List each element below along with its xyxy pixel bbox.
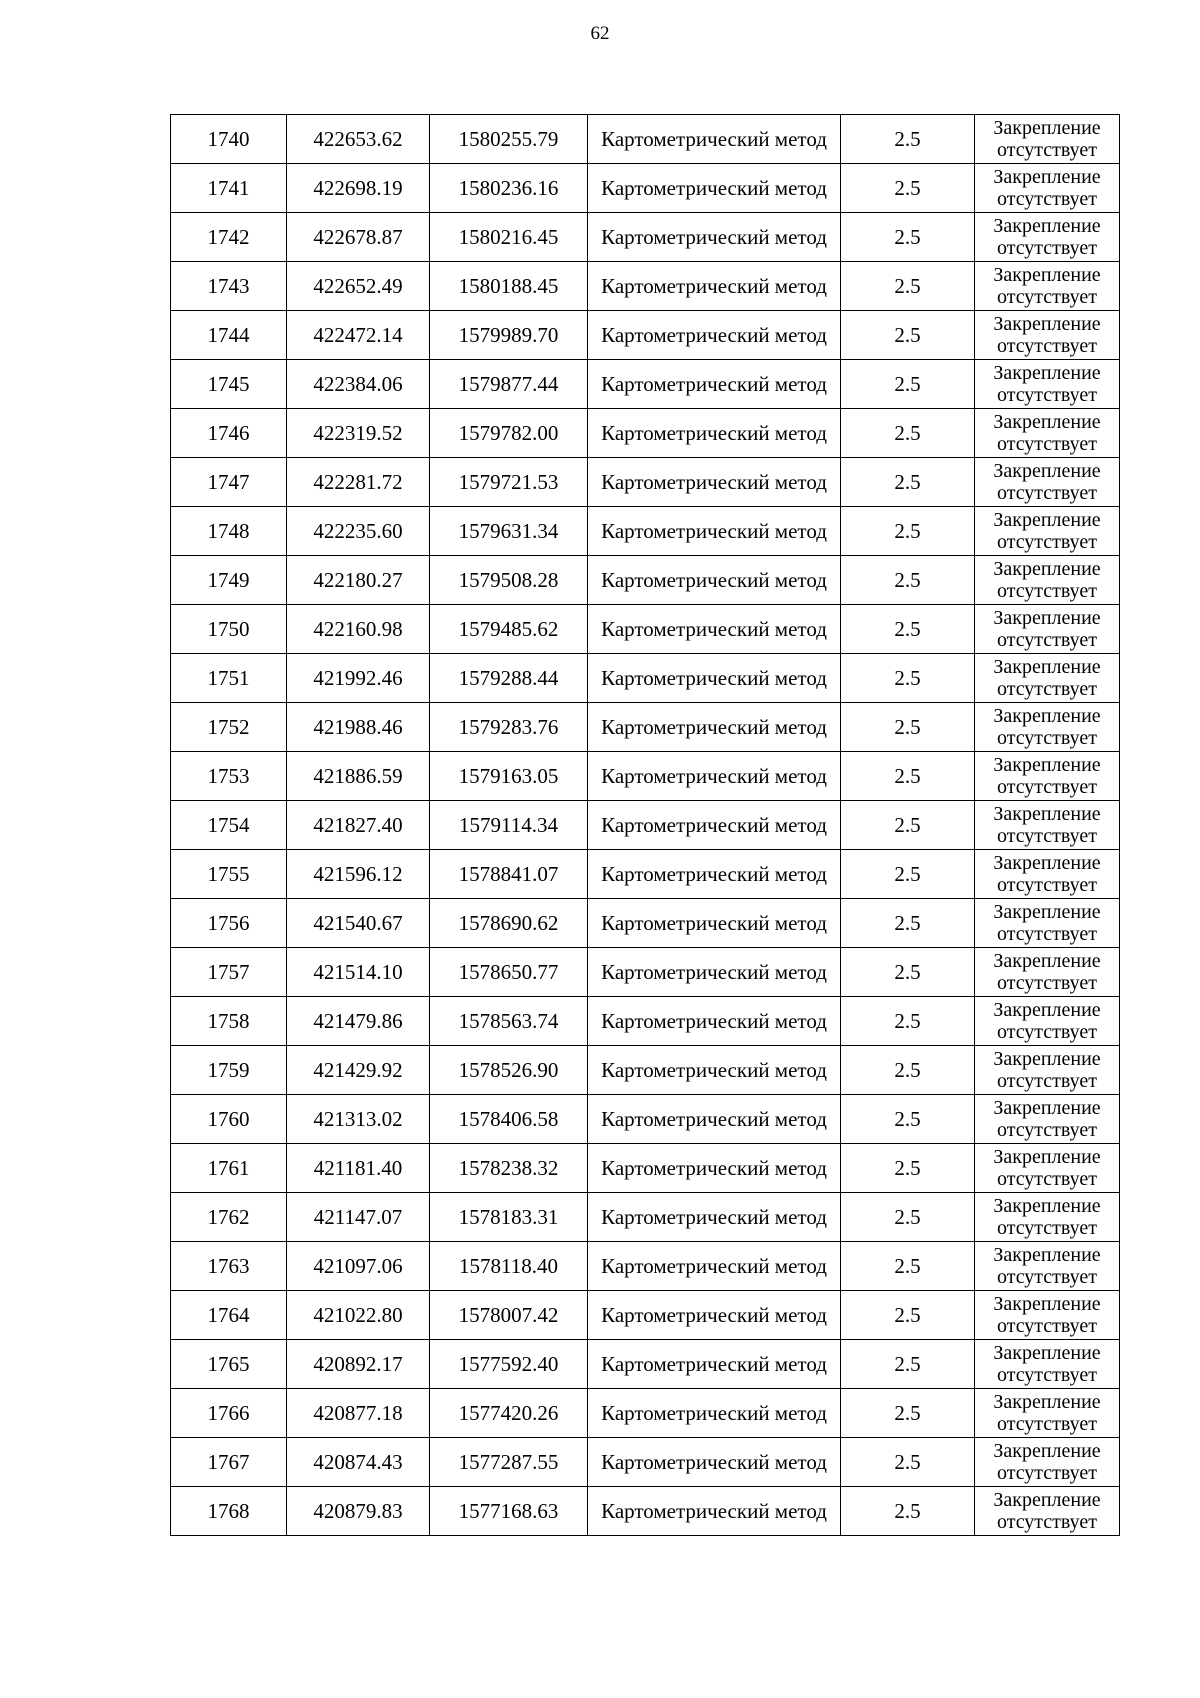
- table-row: [171, 409, 1120, 458]
- status-line-1: Закрепление: [993, 1097, 1101, 1119]
- y-coordinate-cell: 1577592.40: [430, 1340, 588, 1389]
- status-line-2: отсутствует: [996, 335, 1098, 357]
- x-coordinate-cell: 420879.83: [287, 1487, 430, 1536]
- status-line-1: Закрепление: [993, 1195, 1101, 1217]
- point-number-cell: 1755: [171, 850, 287, 899]
- fixation-status-cell: [975, 1438, 1120, 1487]
- status-line-2: отсутствует: [996, 1364, 1098, 1386]
- method-cell: Картометрический метод: [588, 899, 841, 948]
- method-cell: Картометрический метод: [588, 801, 841, 850]
- accuracy-cell: 2.5: [841, 213, 975, 262]
- fixation-status-cell: [975, 752, 1120, 801]
- status-line-1: Закрепление: [993, 705, 1101, 727]
- method-cell: Картометрический метод: [588, 1340, 841, 1389]
- accuracy-cell: 2.5: [841, 899, 975, 948]
- y-coordinate-cell: 1579631.34: [430, 507, 588, 556]
- y-coordinate-cell: 1579877.44: [430, 360, 588, 409]
- status-line-2: отсутствует: [996, 188, 1098, 210]
- y-coordinate-cell: 1577168.63: [430, 1487, 588, 1536]
- table-row: [171, 1487, 1120, 1536]
- status-line-1: Закрепление: [993, 1391, 1101, 1413]
- y-coordinate-cell: 1579721.53: [430, 458, 588, 507]
- fixation-status-cell: [975, 948, 1120, 997]
- table-row: [171, 850, 1120, 899]
- point-number-cell: 1742: [171, 213, 287, 262]
- x-coordinate-cell: 421540.67: [287, 899, 430, 948]
- x-coordinate-cell: 422678.87: [287, 213, 430, 262]
- table-row: [171, 164, 1120, 213]
- y-coordinate-cell: 1579989.70: [430, 311, 588, 360]
- method-cell: Картометрический метод: [588, 458, 841, 507]
- method-cell: Картометрический метод: [588, 507, 841, 556]
- accuracy-cell: 2.5: [841, 997, 975, 1046]
- point-number-cell: 1765: [171, 1340, 287, 1389]
- table-row: [171, 311, 1120, 360]
- status-line-2: отсутствует: [996, 531, 1098, 553]
- x-coordinate-cell: 422384.06: [287, 360, 430, 409]
- y-coordinate-cell: 1579485.62: [430, 605, 588, 654]
- point-number-cell: 1745: [171, 360, 287, 409]
- status-line-1: Закрепление: [993, 460, 1101, 482]
- x-coordinate-cell: 420874.43: [287, 1438, 430, 1487]
- table-body: [171, 115, 1120, 1536]
- accuracy-cell: 2.5: [841, 1095, 975, 1144]
- status-line-2: отсутствует: [996, 1413, 1098, 1435]
- point-number-cell: 1767: [171, 1438, 287, 1487]
- y-coordinate-cell: 1578183.31: [430, 1193, 588, 1242]
- accuracy-cell: 2.5: [841, 556, 975, 605]
- fixation-status-cell: [975, 850, 1120, 899]
- status-line-2: отсутствует: [996, 1315, 1098, 1337]
- fixation-status-cell: [975, 213, 1120, 262]
- status-line-2: отсутствует: [996, 923, 1098, 945]
- status-line-1: Закрепление: [993, 999, 1101, 1021]
- method-cell: Картометрический метод: [588, 164, 841, 213]
- table-row: [171, 1291, 1120, 1340]
- x-coordinate-cell: 422281.72: [287, 458, 430, 507]
- status-line-2: отсутствует: [996, 776, 1098, 798]
- table-row: [171, 115, 1120, 164]
- y-coordinate-cell: 1579114.34: [430, 801, 588, 850]
- status-line-1: Закрепление: [993, 411, 1101, 433]
- table-row: [171, 1242, 1120, 1291]
- status-line-2: отсутствует: [996, 678, 1098, 700]
- method-cell: Картометрический метод: [588, 115, 841, 164]
- status-line-1: Закрепление: [993, 362, 1101, 384]
- x-coordinate-cell: 422653.62: [287, 115, 430, 164]
- status-line-2: отсутствует: [996, 1070, 1098, 1092]
- point-number-cell: 1753: [171, 752, 287, 801]
- page-number: 62: [590, 23, 610, 44]
- point-number-cell: 1747: [171, 458, 287, 507]
- status-line-1: Закрепление: [993, 852, 1101, 874]
- y-coordinate-cell: 1579782.00: [430, 409, 588, 458]
- point-number-cell: 1756: [171, 899, 287, 948]
- status-line-2: отсутствует: [996, 1266, 1098, 1288]
- fixation-status-cell: [975, 1487, 1120, 1536]
- method-cell: Картометрический метод: [588, 654, 841, 703]
- fixation-status-cell: [975, 1389, 1120, 1438]
- point-number-cell: 1761: [171, 1144, 287, 1193]
- table-row: [171, 654, 1120, 703]
- status-line-2: отсутствует: [996, 1021, 1098, 1043]
- status-line-1: Закрепление: [993, 1440, 1101, 1462]
- status-line-2: отсутствует: [996, 1168, 1098, 1190]
- y-coordinate-cell: 1578841.07: [430, 850, 588, 899]
- fixation-status-cell: [975, 1242, 1120, 1291]
- status-line-1: Закрепление: [993, 215, 1101, 237]
- accuracy-cell: 2.5: [841, 1242, 975, 1291]
- coordinates-table: [170, 114, 1120, 1536]
- x-coordinate-cell: 421313.02: [287, 1095, 430, 1144]
- point-number-cell: 1743: [171, 262, 287, 311]
- accuracy-cell: 2.5: [841, 948, 975, 997]
- status-line-1: Закрепление: [993, 1293, 1101, 1315]
- point-number-cell: 1763: [171, 1242, 287, 1291]
- accuracy-cell: 2.5: [841, 850, 975, 899]
- method-cell: Картометрический метод: [588, 605, 841, 654]
- table-row: [171, 752, 1120, 801]
- accuracy-cell: 2.5: [841, 1487, 975, 1536]
- fixation-status-cell: [975, 164, 1120, 213]
- x-coordinate-cell: 422652.49: [287, 262, 430, 311]
- point-number-cell: 1759: [171, 1046, 287, 1095]
- x-coordinate-cell: 420892.17: [287, 1340, 430, 1389]
- fixation-status-cell: [975, 311, 1120, 360]
- status-line-1: Закрепление: [993, 1146, 1101, 1168]
- fixation-status-cell: [975, 262, 1120, 311]
- accuracy-cell: 2.5: [841, 1389, 975, 1438]
- method-cell: Картометрический метод: [588, 262, 841, 311]
- x-coordinate-cell: 421514.10: [287, 948, 430, 997]
- accuracy-cell: 2.5: [841, 262, 975, 311]
- status-line-1: Закрепление: [993, 656, 1101, 678]
- fixation-status-cell: [975, 654, 1120, 703]
- method-cell: Картометрический метод: [588, 1438, 841, 1487]
- x-coordinate-cell: 421827.40: [287, 801, 430, 850]
- fixation-status-cell: [975, 1046, 1120, 1095]
- accuracy-cell: 2.5: [841, 1291, 975, 1340]
- status-line-2: отсутствует: [996, 237, 1098, 259]
- fixation-status-cell: [975, 899, 1120, 948]
- method-cell: Картометрический метод: [588, 1242, 841, 1291]
- status-line-1: Закрепление: [993, 901, 1101, 923]
- accuracy-cell: 2.5: [841, 1144, 975, 1193]
- y-coordinate-cell: 1578526.90: [430, 1046, 588, 1095]
- status-line-1: Закрепление: [993, 166, 1101, 188]
- accuracy-cell: 2.5: [841, 752, 975, 801]
- method-cell: Картометрический метод: [588, 948, 841, 997]
- accuracy-cell: 2.5: [841, 703, 975, 752]
- fixation-status-cell: [975, 409, 1120, 458]
- accuracy-cell: 2.5: [841, 1046, 975, 1095]
- point-number-cell: 1744: [171, 311, 287, 360]
- point-number-cell: 1754: [171, 801, 287, 850]
- point-number-cell: 1757: [171, 948, 287, 997]
- y-coordinate-cell: 1577287.55: [430, 1438, 588, 1487]
- y-coordinate-cell: 1580236.16: [430, 164, 588, 213]
- y-coordinate-cell: 1579283.76: [430, 703, 588, 752]
- status-line-2: отсутствует: [996, 1462, 1098, 1484]
- table-row: [171, 899, 1120, 948]
- accuracy-cell: 2.5: [841, 1438, 975, 1487]
- accuracy-cell: 2.5: [841, 507, 975, 556]
- status-line-2: отсутствует: [996, 139, 1098, 161]
- point-number-cell: 1764: [171, 1291, 287, 1340]
- fixation-status-cell: [975, 115, 1120, 164]
- x-coordinate-cell: 421097.06: [287, 1242, 430, 1291]
- point-number-cell: 1750: [171, 605, 287, 654]
- table-row: [171, 1095, 1120, 1144]
- status-line-1: Закрепление: [993, 509, 1101, 531]
- point-number-cell: 1760: [171, 1095, 287, 1144]
- y-coordinate-cell: 1577420.26: [430, 1389, 588, 1438]
- y-coordinate-cell: 1578406.58: [430, 1095, 588, 1144]
- fixation-status-cell: [975, 556, 1120, 605]
- status-line-1: Закрепление: [993, 264, 1101, 286]
- x-coordinate-cell: 422180.27: [287, 556, 430, 605]
- table-row: [171, 605, 1120, 654]
- status-line-1: Закрепление: [993, 803, 1101, 825]
- y-coordinate-cell: 1579508.28: [430, 556, 588, 605]
- status-line-1: Закрепление: [993, 1489, 1101, 1511]
- point-number-cell: 1740: [171, 115, 287, 164]
- x-coordinate-cell: 421147.07: [287, 1193, 430, 1242]
- accuracy-cell: 2.5: [841, 115, 975, 164]
- point-number-cell: 1768: [171, 1487, 287, 1536]
- table-row: [171, 556, 1120, 605]
- fixation-status-cell: [975, 458, 1120, 507]
- accuracy-cell: 2.5: [841, 360, 975, 409]
- method-cell: Картометрический метод: [588, 1144, 841, 1193]
- y-coordinate-cell: 1578007.42: [430, 1291, 588, 1340]
- method-cell: Картометрический метод: [588, 409, 841, 458]
- fixation-status-cell: [975, 801, 1120, 850]
- method-cell: Картометрический метод: [588, 556, 841, 605]
- x-coordinate-cell: 422160.98: [287, 605, 430, 654]
- point-number-cell: 1741: [171, 164, 287, 213]
- status-line-2: отсутствует: [996, 1217, 1098, 1239]
- y-coordinate-cell: 1580255.79: [430, 115, 588, 164]
- point-number-cell: 1766: [171, 1389, 287, 1438]
- point-number-cell: 1762: [171, 1193, 287, 1242]
- method-cell: Картометрический метод: [588, 1095, 841, 1144]
- table-row: [171, 948, 1120, 997]
- table-row: [171, 507, 1120, 556]
- method-cell: Картометрический метод: [588, 1389, 841, 1438]
- x-coordinate-cell: 421992.46: [287, 654, 430, 703]
- status-line-2: отсутствует: [996, 433, 1098, 455]
- x-coordinate-cell: 422319.52: [287, 409, 430, 458]
- method-cell: Картометрический метод: [588, 1193, 841, 1242]
- table-row: [171, 1389, 1120, 1438]
- y-coordinate-cell: 1580188.45: [430, 262, 588, 311]
- status-line-1: Закрепление: [993, 313, 1101, 335]
- status-line-1: Закрепление: [993, 1342, 1101, 1364]
- y-coordinate-cell: 1578118.40: [430, 1242, 588, 1291]
- table-row: [171, 1438, 1120, 1487]
- table-row: [171, 360, 1120, 409]
- x-coordinate-cell: 421429.92: [287, 1046, 430, 1095]
- x-coordinate-cell: 421022.80: [287, 1291, 430, 1340]
- y-coordinate-cell: 1578690.62: [430, 899, 588, 948]
- table-row: [171, 1144, 1120, 1193]
- status-line-2: отсутствует: [996, 1119, 1098, 1141]
- method-cell: Картометрический метод: [588, 1291, 841, 1340]
- table-row: [171, 703, 1120, 752]
- status-line-2: отсутствует: [996, 384, 1098, 406]
- table-row: [171, 1193, 1120, 1242]
- method-cell: Картометрический метод: [588, 1046, 841, 1095]
- y-coordinate-cell: 1579288.44: [430, 654, 588, 703]
- fixation-status-cell: [975, 507, 1120, 556]
- x-coordinate-cell: 421181.40: [287, 1144, 430, 1193]
- point-number-cell: 1758: [171, 997, 287, 1046]
- x-coordinate-cell: 421596.12: [287, 850, 430, 899]
- x-coordinate-cell: 422698.19: [287, 164, 430, 213]
- method-cell: Картометрический метод: [588, 703, 841, 752]
- fixation-status-cell: [975, 1291, 1120, 1340]
- accuracy-cell: 2.5: [841, 654, 975, 703]
- fixation-status-cell: [975, 1144, 1120, 1193]
- table-row: [171, 1340, 1120, 1389]
- point-number-cell: 1751: [171, 654, 287, 703]
- x-coordinate-cell: 422472.14: [287, 311, 430, 360]
- status-line-1: Закрепление: [993, 950, 1101, 972]
- y-coordinate-cell: 1580216.45: [430, 213, 588, 262]
- x-coordinate-cell: 421988.46: [287, 703, 430, 752]
- method-cell: Картометрический метод: [588, 752, 841, 801]
- accuracy-cell: 2.5: [841, 311, 975, 360]
- x-coordinate-cell: 420877.18: [287, 1389, 430, 1438]
- table-row: [171, 262, 1120, 311]
- status-line-1: Закрепление: [993, 607, 1101, 629]
- fixation-status-cell: [975, 997, 1120, 1046]
- status-line-2: отсутствует: [996, 874, 1098, 896]
- y-coordinate-cell: 1578563.74: [430, 997, 588, 1046]
- accuracy-cell: 2.5: [841, 1340, 975, 1389]
- accuracy-cell: 2.5: [841, 164, 975, 213]
- status-line-2: отсутствует: [996, 727, 1098, 749]
- point-number-cell: 1749: [171, 556, 287, 605]
- fixation-status-cell: [975, 1193, 1120, 1242]
- point-number-cell: 1748: [171, 507, 287, 556]
- status-line-1: Закрепление: [993, 1244, 1101, 1266]
- status-line-2: отсутствует: [996, 629, 1098, 651]
- table-row: [171, 1046, 1120, 1095]
- x-coordinate-cell: 422235.60: [287, 507, 430, 556]
- method-cell: Картометрический метод: [588, 997, 841, 1046]
- accuracy-cell: 2.5: [841, 458, 975, 507]
- accuracy-cell: 2.5: [841, 1193, 975, 1242]
- y-coordinate-cell: 1578650.77: [430, 948, 588, 997]
- status-line-2: отсутствует: [996, 1511, 1098, 1533]
- point-number-cell: 1746: [171, 409, 287, 458]
- status-line-1: Закрепление: [993, 117, 1101, 139]
- status-line-1: Закрепление: [993, 754, 1101, 776]
- method-cell: Картометрический метод: [588, 311, 841, 360]
- fixation-status-cell: [975, 360, 1120, 409]
- accuracy-cell: 2.5: [841, 605, 975, 654]
- status-line-2: отсутствует: [996, 286, 1098, 308]
- status-line-2: отсутствует: [996, 580, 1098, 602]
- accuracy-cell: 2.5: [841, 409, 975, 458]
- y-coordinate-cell: 1578238.32: [430, 1144, 588, 1193]
- table-row: [171, 213, 1120, 262]
- x-coordinate-cell: 421886.59: [287, 752, 430, 801]
- table-row: [171, 458, 1120, 507]
- status-line-1: Закрепление: [993, 1048, 1101, 1070]
- method-cell: Картометрический метод: [588, 850, 841, 899]
- status-line-1: Закрепление: [993, 558, 1101, 580]
- method-cell: Картометрический метод: [588, 360, 841, 409]
- fixation-status-cell: [975, 605, 1120, 654]
- method-cell: Картометрический метод: [588, 1487, 841, 1536]
- status-line-2: отсутствует: [996, 972, 1098, 994]
- x-coordinate-cell: 421479.86: [287, 997, 430, 1046]
- fixation-status-cell: [975, 703, 1120, 752]
- accuracy-cell: 2.5: [841, 801, 975, 850]
- status-line-2: отсутствует: [996, 825, 1098, 847]
- table-row: [171, 997, 1120, 1046]
- fixation-status-cell: [975, 1340, 1120, 1389]
- point-number-cell: 1752: [171, 703, 287, 752]
- status-line-2: отсутствует: [996, 482, 1098, 504]
- table-row: [171, 801, 1120, 850]
- fixation-status-cell: [975, 1095, 1120, 1144]
- y-coordinate-cell: 1579163.05: [430, 752, 588, 801]
- method-cell: Картометрический метод: [588, 213, 841, 262]
